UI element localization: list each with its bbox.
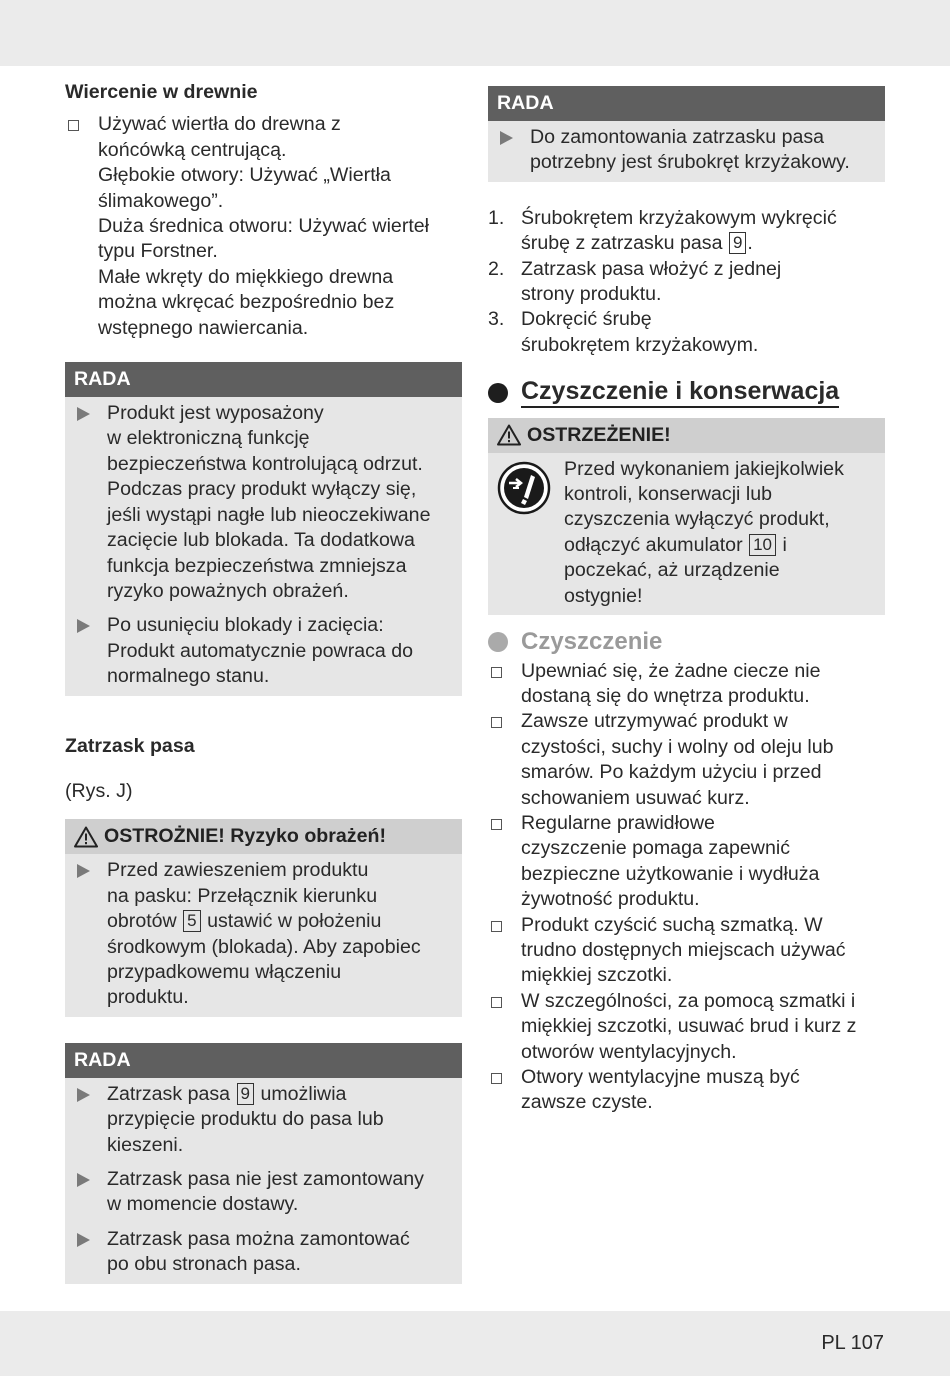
- tip-box-body: [65, 397, 462, 695]
- list-item: Produkt czyścić suchą szmatką. W trudno dostępnych miejscach używać miękkiej szczotki.: [488, 913, 885, 989]
- tip-box-title: RADA: [65, 1043, 462, 1078]
- triangle-bullet-icon: [77, 1173, 90, 1187]
- list-item: Regularne prawidłowe czyszczenie pomaga zapewnić bezpieczne użytkowanie i wydłuża żywotność produktu.: [488, 811, 885, 913]
- tip-box-body: [488, 121, 885, 182]
- tip-box-title: RADA: [65, 362, 462, 397]
- warning-text: Przed wykonaniem jakiejkolwiek kontroli, konserwacji lub czyszczenia wyłączyć produkt, odłączyć akumulator 10 i poczekać, aż urządzenie ostygnie!: [564, 457, 844, 607]
- part-reference-badge: 5: [183, 910, 200, 932]
- tip-box-3: [488, 86, 885, 182]
- cleaning-heading: Czyszczenie: [488, 629, 885, 654]
- caution-box-title: OSTROŻNIE! Ryzyko obrażeń!: [65, 819, 462, 854]
- bullet-dot-icon: [488, 632, 508, 652]
- drilling-wood-list: [65, 112, 462, 341]
- warning-triangle-icon: [497, 424, 521, 446]
- caution-item: Przed zawieszeniem produktu na pasku: Przełącznik kierunku obrotów 5 ustawić w położeniu środkowym (blokada). Aby zapobiec przypadkowemu włączeniu produktu.: [74, 858, 456, 1010]
- figure-reference: (Rys. J): [65, 779, 133, 802]
- triangle-bullet-icon: [500, 131, 513, 145]
- tip-box-2: [65, 1043, 462, 1284]
- step-item: 1. Śrubokrętem krzyżakowym wykręcić śrubę z zatrzasku pasa 9 .: [488, 206, 837, 255]
- footer-band: [0, 1311, 950, 1376]
- step-item: 3. Dokręcić śrubę śrubokrętem krzyżakowym.: [488, 308, 759, 356]
- list-item: Zawsze utrzymywać produkt w czystości, suchy i wolny od oleju lub smarów. Po każdym użyciu i przed schowaniem usuwać kurz.: [488, 709, 885, 811]
- warning-triangle-icon: [74, 826, 98, 848]
- tip-item: Zatrzask pasa 9 umożliwia przypięcie produktu do pasa lub kieszeni.: [74, 1082, 456, 1158]
- triangle-bullet-icon: [77, 1088, 90, 1102]
- list-item: Używać wiertła do drewna z końcówką centrującą. Głębokie otwory: Używać „Wiertła ślimakowego”. Duża średnica otworu: Używać wierteł typu Forstner. Małe wkręty do miękkiego drewna można wkręcać bezpośrednio bez wstępnego nawiercania.: [65, 112, 462, 341]
- section-heading: Czyszczenie i konserwacja: [488, 379, 885, 407]
- cleaning-list: [488, 659, 885, 1116]
- mounting-steps: [488, 206, 885, 358]
- warning-box-title: OSTRZEŻENIE!: [488, 418, 885, 453]
- part-reference-badge: 10: [749, 534, 776, 556]
- checkbox-square-icon: [491, 819, 502, 830]
- tip-item: Zatrzask pasa można zamontować po obu stronach pasa.: [74, 1227, 456, 1278]
- header-band: [0, 0, 950, 66]
- checkbox-square-icon: [491, 1073, 502, 1084]
- warning-box: [488, 418, 885, 615]
- checkbox-square-icon: [491, 717, 502, 728]
- list-item: Otwory wentylacyjne muszą być zawsze czyste.: [488, 1065, 885, 1116]
- belt-clip-heading: Zatrzask pasa: [65, 734, 195, 757]
- triangle-bullet-icon: [77, 864, 90, 878]
- part-reference-badge: 9: [729, 232, 746, 254]
- step-item: 2. Zatrzask pasa włożyć z jednej strony produktu.: [488, 257, 782, 306]
- warning-box-body: [488, 453, 885, 615]
- checkbox-square-icon: [68, 120, 79, 131]
- tip-item: Zatrzask pasa nie jest zamontowany w momencie dostawy.: [74, 1167, 456, 1218]
- caution-box-body: [65, 854, 462, 1016]
- checkbox-square-icon: [491, 997, 502, 1008]
- tip-item: Po usunięciu blokady i zacięcia: Produkt automatycznie powraca do normalnego stanu.: [74, 613, 456, 689]
- list-item: Upewniać się, że żadne ciecze nie dostaną się do wnętrza produktu.: [488, 659, 885, 710]
- disconnect-power-icon: [497, 461, 551, 515]
- tip-item: Do zamontowania zatrzasku pasa potrzebny jest śrubokręt krzyżakowy.: [497, 125, 879, 176]
- list-item: W szczególności, za pomocą szmatki i miękkiej szczotki, usuwać brud i kurz z otworów wentylacyjnych.: [488, 989, 885, 1065]
- tip-item: Produkt jest wyposażony w elektroniczną funkcję bezpieczeństwa kontrolującą odrzut. Podczas pracy produkt wyłączy się, jeśli wystąpi nagłe lub nieoczekiwane zacięcie lub blokada. Ta dodatkowa funkcja bezpieczeństwa zmniejsza ryzyko poważnych obrażeń.: [74, 401, 456, 604]
- tip-box-body: [65, 1078, 462, 1284]
- bullet-dot-icon: [488, 383, 508, 403]
- part-reference-badge: 9: [237, 1083, 254, 1105]
- triangle-bullet-icon: [77, 407, 90, 421]
- triangle-bullet-icon: [77, 1233, 90, 1247]
- right-column: [488, 86, 885, 1116]
- checkbox-square-icon: [491, 667, 502, 678]
- checkbox-square-icon: [491, 921, 502, 932]
- tip-box-1: [65, 362, 462, 695]
- caution-box: [65, 819, 462, 1016]
- tip-box-title: RADA: [488, 86, 885, 121]
- triangle-bullet-icon: [77, 619, 90, 633]
- left-column: [65, 80, 462, 1284]
- page-number: PL 107: [821, 1332, 884, 1354]
- drilling-wood-heading: Wiercenie w drewnie: [65, 81, 258, 103]
